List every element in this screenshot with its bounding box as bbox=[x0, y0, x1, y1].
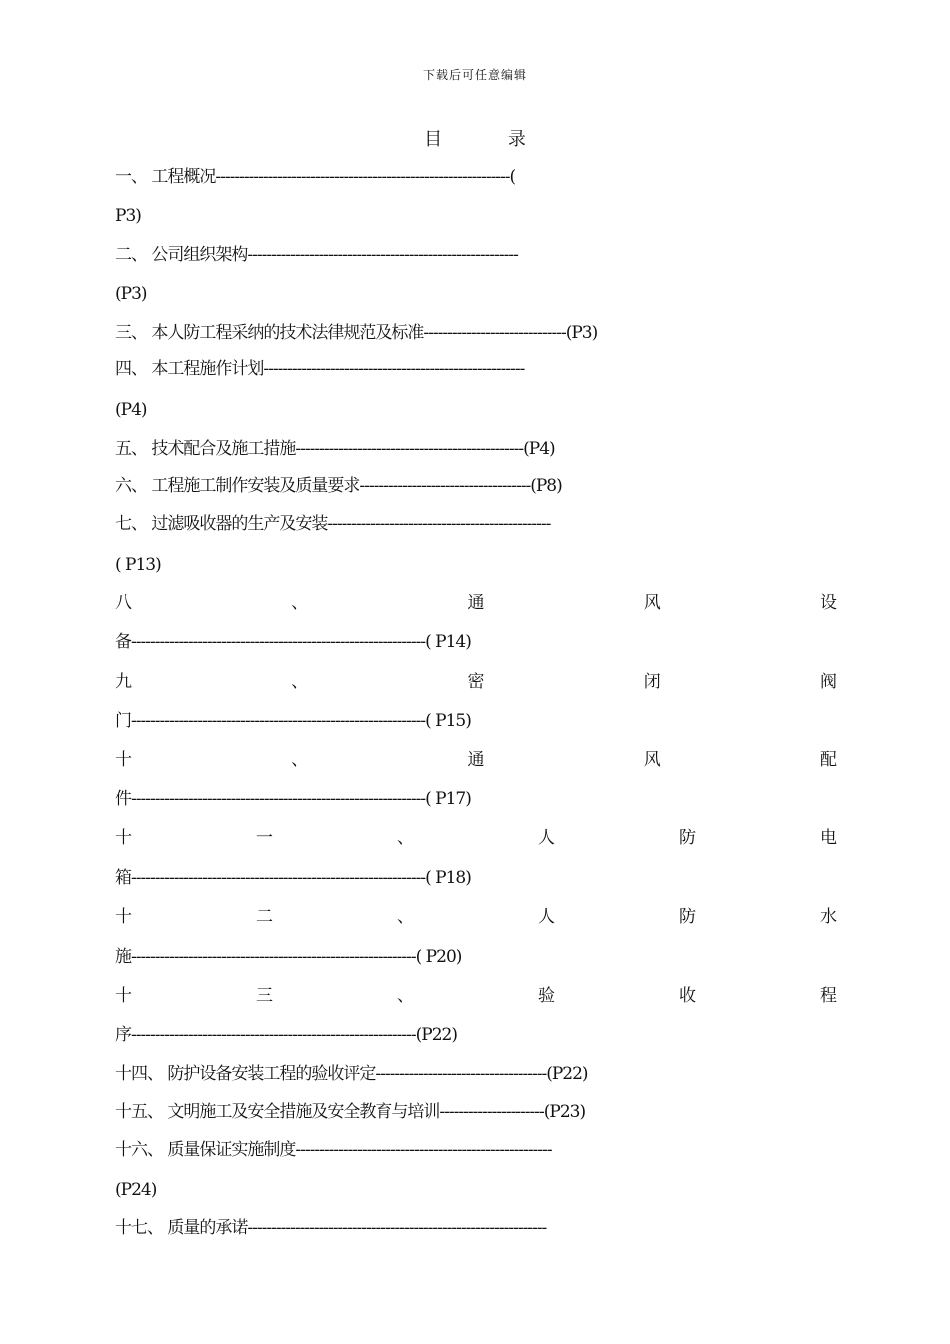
toc-char: 一 bbox=[256, 828, 273, 848]
toc-text: 六、 工程施工制作安装及质量要求------------------------------------(P8) bbox=[115, 476, 562, 496]
toc-line bbox=[115, 243, 837, 267]
toc-text: 施------------------------------------------------------------( P20) bbox=[115, 947, 462, 967]
toc-text: 序------------------------------------------------------------(P22) bbox=[115, 1025, 457, 1045]
toc-char: 、 bbox=[291, 750, 309, 770]
toc-line bbox=[115, 630, 837, 654]
toc-text: 三、 本人防工程采纳的技术法律规范及标准------------------------------(P3) bbox=[115, 323, 598, 343]
toc-char: 程 bbox=[820, 986, 837, 1006]
toc-line bbox=[115, 591, 837, 615]
toc-text: 件--------------------------------------------------------------( P17) bbox=[115, 789, 471, 809]
toc-text: 十七、 质量的承诺--------------------------------------------------------------- bbox=[115, 1218, 547, 1238]
toc-line bbox=[115, 748, 837, 772]
toc-char: 十 bbox=[115, 750, 132, 770]
toc-char: 三 bbox=[256, 986, 273, 1006]
toc-char: 、 bbox=[397, 907, 414, 927]
toc-text: P3) bbox=[115, 206, 141, 226]
toc-line bbox=[115, 1216, 837, 1240]
toc-char: 九 bbox=[115, 672, 132, 692]
toc-char: 电 bbox=[820, 828, 837, 848]
toc-text: 门--------------------------------------------------------------( P15) bbox=[115, 711, 471, 731]
toc-line bbox=[115, 1062, 837, 1086]
toc-text: (P24) bbox=[115, 1180, 157, 1200]
toc-char: 、 bbox=[397, 986, 414, 1006]
toc-text: 箱--------------------------------------------------------------( P18) bbox=[115, 868, 471, 888]
toc-char: 防 bbox=[679, 828, 696, 848]
toc-line bbox=[115, 826, 837, 850]
toc-line bbox=[115, 357, 837, 381]
toc-char: 闭 bbox=[643, 672, 661, 692]
toc-line bbox=[115, 321, 837, 345]
toc-char: 、 bbox=[291, 672, 309, 692]
toc-line bbox=[115, 165, 837, 189]
toc-line bbox=[115, 945, 837, 969]
toc-line bbox=[115, 282, 837, 306]
toc-char: 密 bbox=[467, 672, 485, 692]
toc-text: 七、 过滤吸收器的生产及安装----------------------------------------------- bbox=[115, 514, 551, 534]
toc-char: 二 bbox=[256, 907, 273, 927]
toc-line bbox=[115, 398, 837, 422]
toc-line bbox=[115, 1178, 837, 1202]
toc-line bbox=[115, 709, 837, 733]
toc-line bbox=[115, 1138, 837, 1162]
toc-char: 通 bbox=[467, 750, 485, 770]
toc-char: 水 bbox=[820, 907, 837, 927]
toc-char: 、 bbox=[291, 593, 309, 613]
toc-char: 配 bbox=[820, 750, 837, 770]
toc-line bbox=[115, 1023, 837, 1047]
toc-char: 收 bbox=[679, 986, 696, 1006]
toc-line bbox=[115, 787, 837, 811]
toc-char: 人 bbox=[538, 907, 555, 927]
page-header: 下载后可任意编辑 bbox=[422, 68, 527, 82]
toc-char: 风 bbox=[643, 750, 661, 770]
toc-text: (P3) bbox=[115, 284, 147, 304]
toc-char: 十 bbox=[115, 986, 132, 1006]
toc-line bbox=[115, 437, 837, 461]
toc-title: 目 录 bbox=[424, 129, 556, 150]
toc-text: 二、 公司组织架构--------------------------------------------------------- bbox=[115, 245, 518, 265]
toc-line bbox=[115, 905, 837, 929]
toc-char: 、 bbox=[397, 828, 414, 848]
toc-text: 十六、 质量保证实施制度------------------------------------------------------ bbox=[115, 1140, 552, 1160]
toc-char: 阀 bbox=[820, 672, 837, 692]
toc-char: 防 bbox=[679, 907, 696, 927]
toc-char: 八 bbox=[115, 593, 132, 613]
toc-char: 通 bbox=[467, 593, 485, 613]
toc-text: 十五、 文明施工及安全措施及安全教育与培训----------------------(P23) bbox=[115, 1102, 586, 1122]
toc-text: 四、 本工程施作计划------------------------------------------------------- bbox=[115, 359, 525, 379]
toc-char: 十 bbox=[115, 828, 132, 848]
toc-line bbox=[115, 670, 837, 694]
toc-text: 备--------------------------------------------------------------( P14) bbox=[115, 632, 471, 652]
toc-char: 人 bbox=[538, 828, 555, 848]
toc-text: 一、 工程概况--------------------------------------------------------------( bbox=[115, 167, 516, 187]
toc-char: 风 bbox=[643, 593, 661, 613]
toc-line bbox=[115, 474, 837, 498]
toc-char: 验 bbox=[538, 986, 555, 1006]
toc-line bbox=[115, 553, 837, 577]
toc-char: 十 bbox=[115, 907, 132, 927]
toc-line bbox=[115, 984, 837, 1008]
toc-line bbox=[115, 204, 837, 228]
toc-line bbox=[115, 1100, 837, 1124]
toc-text: (P4) bbox=[115, 400, 147, 420]
toc-text: 十四、 防护设备安装工程的验收评定------------------------------------(P22) bbox=[115, 1064, 588, 1084]
toc-text: ( P13) bbox=[115, 555, 161, 575]
toc-char: 设 bbox=[820, 593, 837, 613]
toc-text: 五、 技术配合及施工措施------------------------------------------------(P4) bbox=[115, 439, 555, 459]
toc-line bbox=[115, 866, 837, 890]
toc-line bbox=[115, 512, 837, 536]
